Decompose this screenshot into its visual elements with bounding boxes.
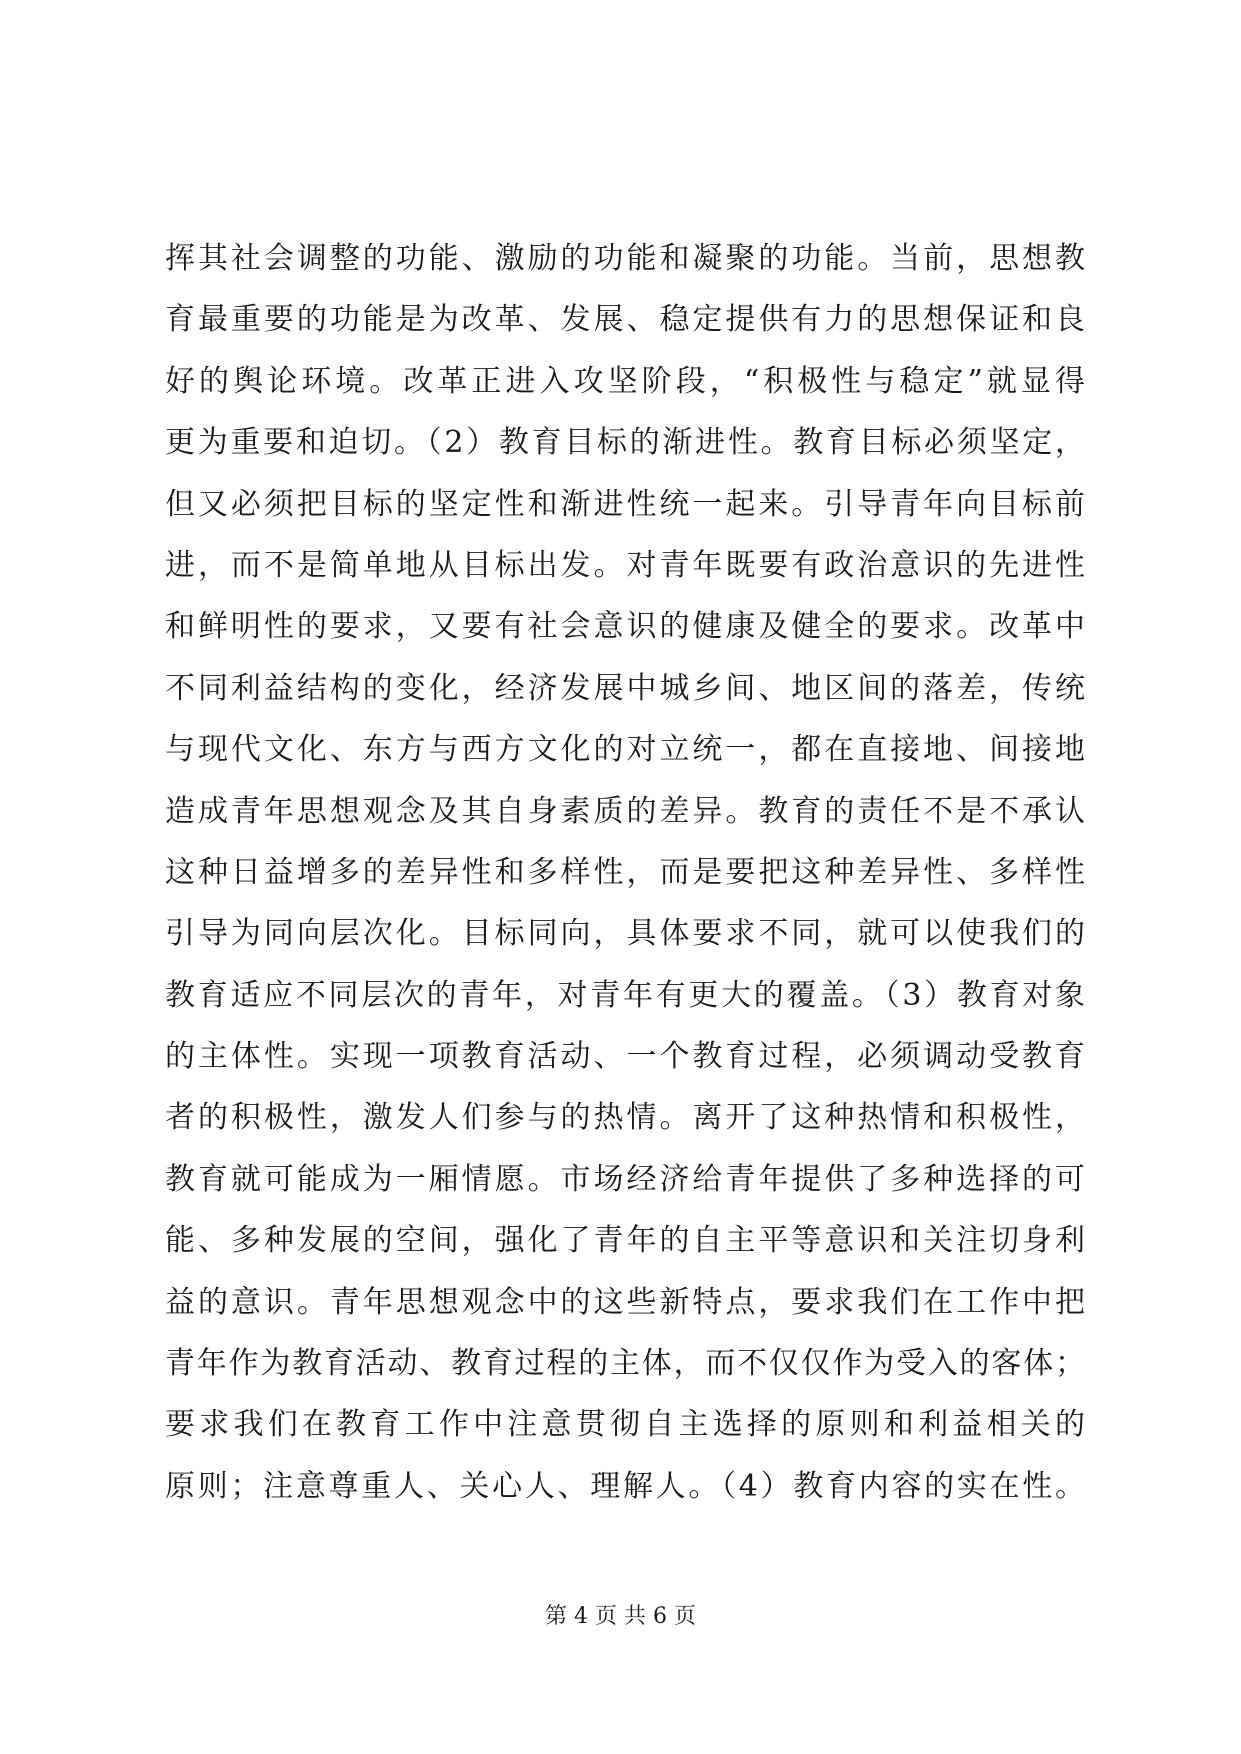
text-line: 能、多种发展的空间，强化了青年的自主平等意识和关注切身利 — [165, 1223, 1085, 1259]
text-line: 造成青年思想观念及其自身素质的差异。教育的责任不是不承认 — [165, 793, 1085, 829]
page-number-footer: 第 4 页 共 6 页 — [545, 1604, 696, 1629]
text-line: 挥其社会调整的功能、激励的功能和凝聚的功能。当前，思想教 — [165, 241, 1085, 276]
text-line: 与现代文化、东方与西方文化的对立统一，都在直接地、间接地 — [165, 732, 1085, 768]
text-line: 但又必须把目标的坚定性和渐进性统一起来。引导青年向目标前 — [165, 486, 1085, 522]
text-line: 进，而不是简单地从目标出发。对青年既要有政治意识的先进性 — [165, 547, 1085, 583]
text-line: 更为重要和迫切。（2）教育目标的渐进性。教育目标必须坚定， — [165, 425, 1085, 461]
text-line: 要求我们在教育工作中注意贯彻自主选择的原则和利益相关的 — [165, 1407, 1085, 1443]
text-line: 不同利益结构的变化，经济发展中城乡间、地区间的落差，传统 — [165, 670, 1085, 706]
text-line: 好的舆论环境。改革正进入攻坚阶段，“积极性与稳定”就显得 — [165, 363, 1085, 399]
text-line: 者的积极性，激发人们参与的热情。离开了这种热情和积极性， — [165, 1100, 1085, 1136]
text-line: 育最重要的功能是为改革、发展、稳定提供有力的思想保证和良 — [165, 302, 1085, 338]
text-line: 青年作为教育活动、教育过程的主体，而不仅仅作为受入的客体； — [165, 1346, 1085, 1382]
text-line: 益的意识。青年思想观念中的这些新特点，要求我们在工作中把 — [165, 1284, 1085, 1320]
text-line: 教育适应不同层次的青年，对青年有更大的覆盖。（3）教育对象 — [165, 977, 1085, 1013]
text-line: 这种日益增多的差异性和多样性，而是要把这种差异性、多样性 — [165, 854, 1085, 890]
text-line: 原则；注意尊重人、关心人、理解人。（4）教育内容的实在性。 — [165, 1468, 1085, 1504]
text-line: 和鲜明性的要求，又要有社会意识的健康及健全的要求。改革中 — [165, 609, 1085, 645]
body-text — [165, 228, 1085, 1517]
text-line: 引导为同向层次化。目标同向，具体要求不同，就可以使我们的 — [165, 916, 1085, 952]
text-line: 教育就可能成为一厢情愿。市场经济给青年提供了多种选择的可 — [165, 1161, 1085, 1197]
text-line: 的主体性。实现一项教育活动、一个教育过程，必须调动受教育 — [165, 1039, 1085, 1075]
